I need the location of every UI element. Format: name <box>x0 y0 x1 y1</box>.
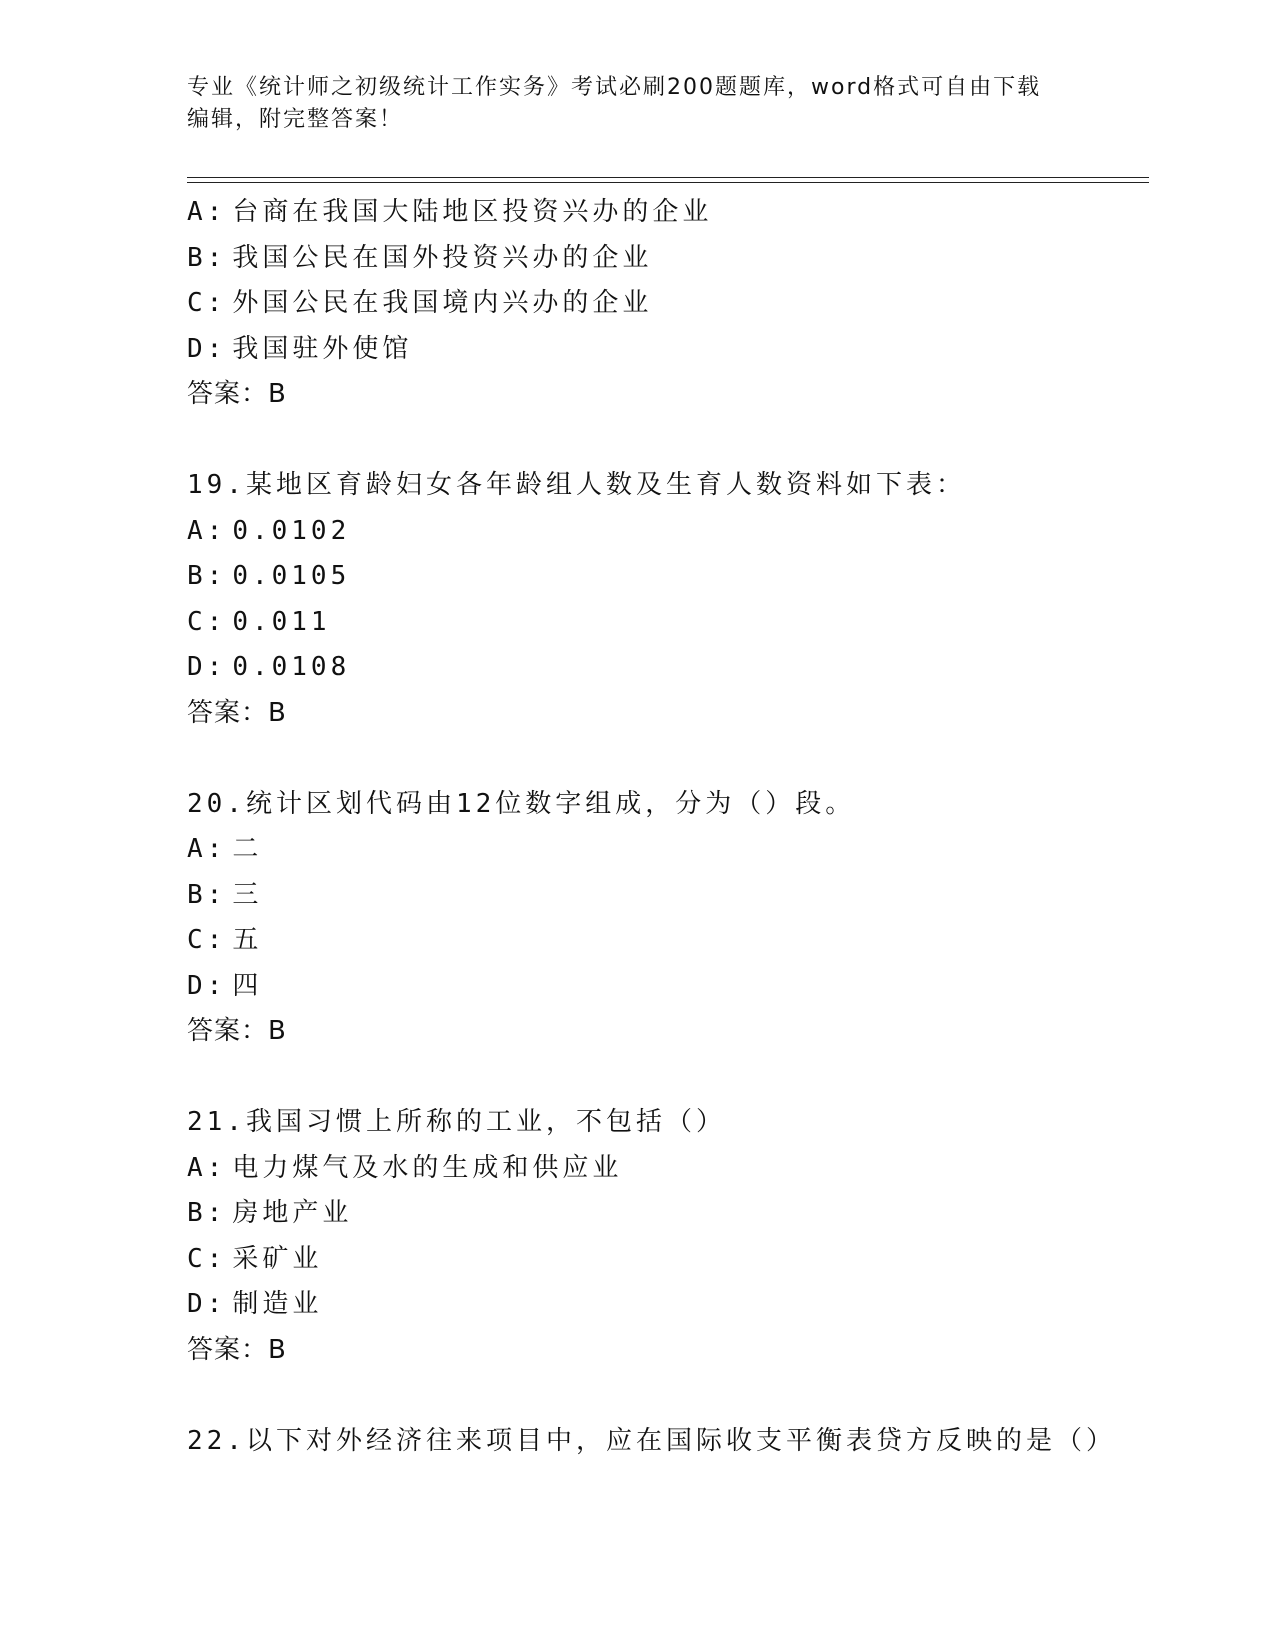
spacer <box>187 1055 1147 1101</box>
question-text: 20.统计区划代码由12位数字组成，分为（）段。 <box>187 788 856 819</box>
question-text: 22.以下对外经济往来项目中，应在国际收支平衡表贷方反映的是（） <box>187 1425 1116 1456</box>
question-block-19 <box>187 463 1147 736</box>
option-a: A: 电力煤气及水的生成和供应业 <box>187 1152 623 1183</box>
question-block-18 <box>187 190 1147 418</box>
header-line-1: 专业《统计师之初级统计工作实务》考试必刷200题题库，word格式可自由下载 <box>187 75 1042 100</box>
answer-line: 答案：B <box>187 697 287 728</box>
spacer <box>187 736 1147 782</box>
option-d: D: 0.0108 <box>187 652 351 682</box>
header-line-2: 编辑，附完整答案！ <box>187 107 404 132</box>
question-list <box>187 190 1147 1464</box>
question-block-20 <box>187 782 1147 1055</box>
answer-line: 答案：B <box>187 1334 287 1365</box>
option-b: B: 房地产业 <box>187 1198 353 1228</box>
option-c: C: 五 <box>187 925 263 955</box>
option-d: D: 制造业 <box>187 1289 323 1319</box>
option-c: C: 外国公民在我国境内兴办的企业 <box>187 288 653 318</box>
answer-line: 答案：B <box>187 1016 287 1046</box>
option-d: D: 四 <box>187 970 263 1001</box>
option-c: C: 0.011 <box>187 606 331 637</box>
question-text: 19.某地区育龄妇女各年龄组人数及生育人数资料如下表： <box>187 470 966 500</box>
option-a: A: 台商在我国大陆地区投资兴办的企业 <box>187 197 713 227</box>
answer-line: 答案：B <box>187 379 287 409</box>
option-c: C: 采矿业 <box>187 1243 323 1274</box>
option-a: A: 0.0102 <box>187 515 351 546</box>
spacer <box>187 418 1147 464</box>
option-b: B: 0.0105 <box>187 561 351 591</box>
option-b: B: 我国公民在国外投资兴办的企业 <box>187 242 653 273</box>
header-divider-top <box>187 177 1149 178</box>
question-text: 21.我国习惯上所称的工业，不包括（） <box>187 1107 726 1137</box>
header-divider-bottom <box>187 182 1149 183</box>
question-block-22 <box>187 1419 1147 1465</box>
option-b: B: 三 <box>187 879 263 910</box>
question-block-21 <box>187 1100 1147 1373</box>
spacer <box>187 1373 1147 1419</box>
option-a: A: 二 <box>187 834 263 864</box>
document-header <box>187 72 1087 136</box>
option-d: D: 我国驻外使馆 <box>187 333 413 364</box>
